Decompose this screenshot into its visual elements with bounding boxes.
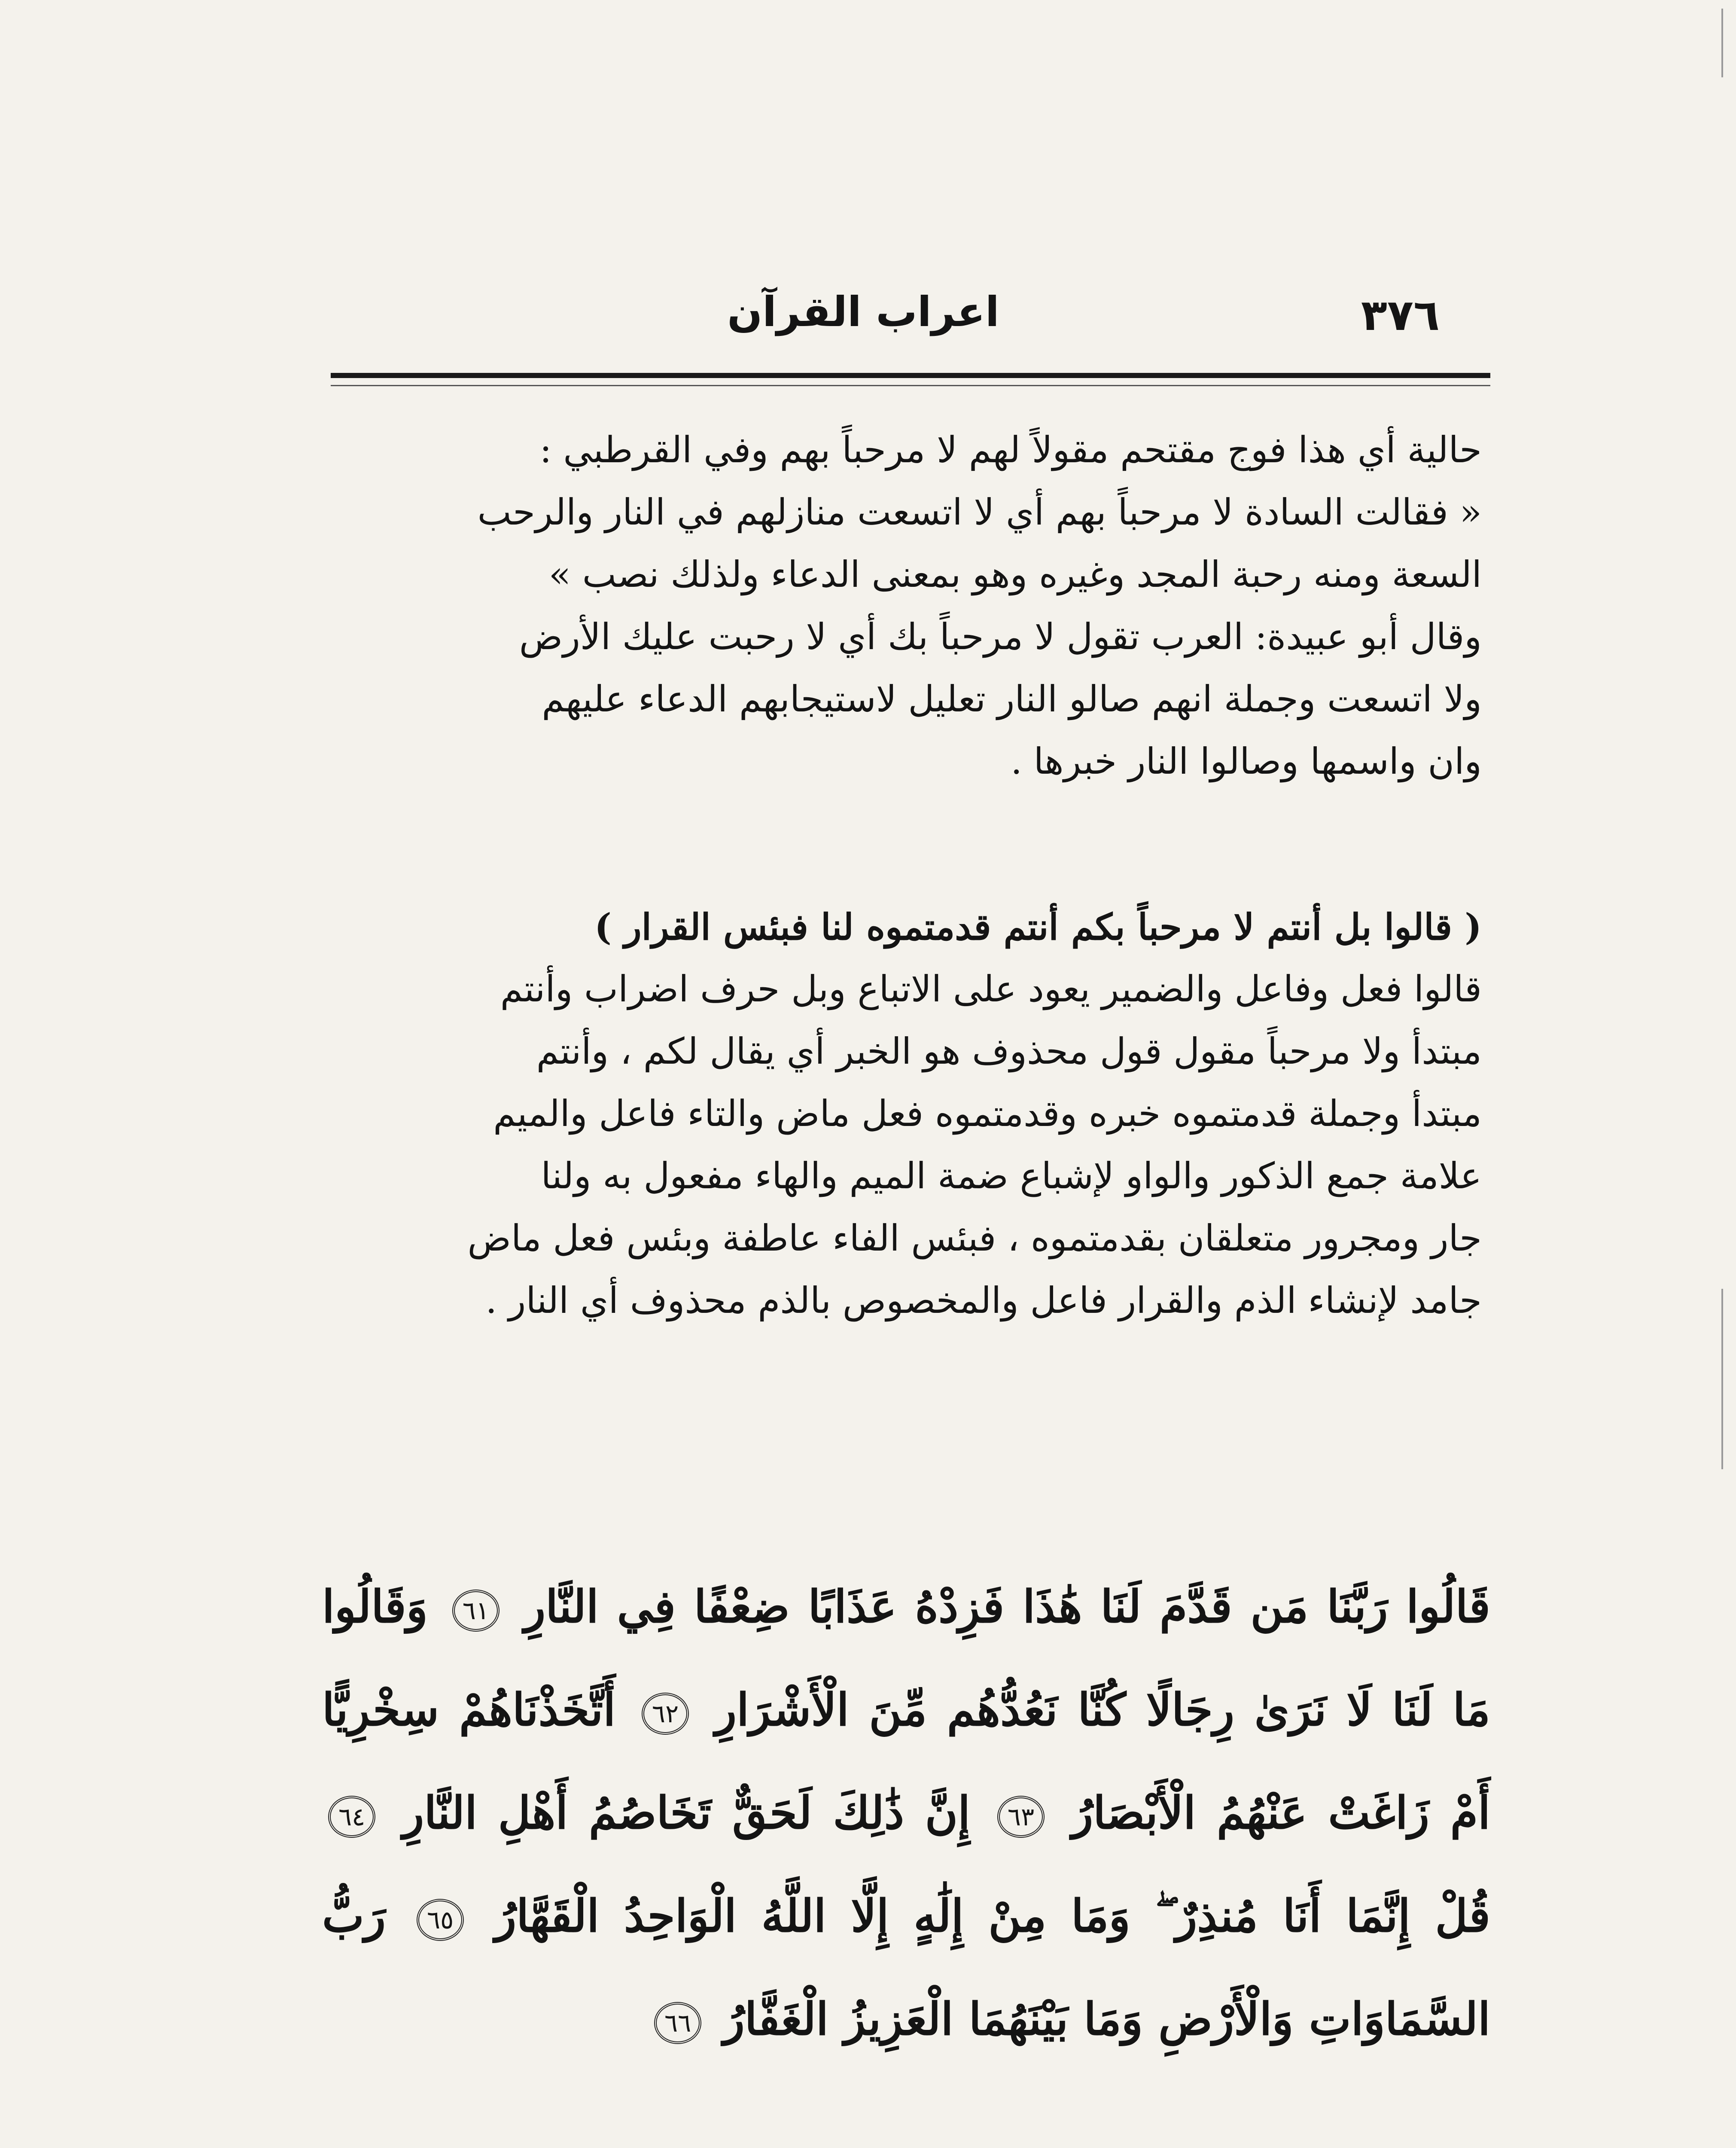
ayah-61: قَالُوا رَبَّنَا مَن قَدَّمَ لَنَا هَٰذَا فَزِدْهُ عَذَابًا ضِعْفًا فِي النَّارِ: [524, 1580, 1490, 1633]
commentary-line: وان واسمها وصالوا النار خبرها .: [1011, 740, 1482, 782]
ayah-65: قُلْ إِنَّمَا أَنَا مُنذِرٌ ۖ وَمَا مِنْ إِلَٰهٍ إِلَّا اللَّهُ الْوَاحِدُ الْقَهَّارُ: [495, 1889, 1490, 1942]
verse-heading: ( قالوا بل أنتم لا مرحباً بكم أنتم قدمتموه لنا فبئس القرار ): [594, 906, 1482, 948]
running-title: اعراب القرآن: [727, 288, 999, 336]
ayah-number-62: ٦٢: [642, 1693, 689, 1735]
ayah-number-63: ٦٣: [997, 1796, 1045, 1838]
ayah-number-66: ٦٦: [654, 2002, 701, 2044]
quran-passage: [322, 1555, 1490, 2071]
commentary-line: السعة ومنه رحبة المجد وغيره وهو بمعنى الدعاء ولذلك نصب »: [548, 553, 1482, 595]
header-rule-thin: [331, 385, 1490, 386]
commentary-block-1: [331, 419, 1482, 793]
ayah-64: إِنَّ ذَٰلِكَ لَحَقٌّ تَخَاصُمُ أَهْلِ النَّارِ: [402, 1786, 971, 1839]
ayah-number-61: ٦١: [452, 1590, 499, 1632]
ayah-63: أَتَّخَذْنَاهُمْ سِخْرِيًّا أَمْ زَاغَتْ عَنْهُمُ الْأَبْصَارُ: [322, 1683, 1491, 1839]
commentary-line: وقال أبو عبيدة: العرب تقول لا مرحباً بك أي لا رحبت عليك الأرض: [519, 616, 1482, 658]
commentary-line: « فقالت السادة لا مرحباً بهم أي لا اتسعت منازلهم في النار والرحب: [477, 491, 1482, 533]
page-number: ٣٧٦: [1361, 290, 1440, 340]
commentary-line: قالوا فعل وفاعل والضمير يعود على الاتباع وبل حرف اضراب وأنتم: [500, 968, 1482, 1010]
commentary-line: ولا اتسعت وجملة انهم صالو النار تعليل لاستيجابهم الدعاء عليهم: [542, 678, 1482, 720]
ayah-62: وَقَالُوا مَا لَنَا لَا نَرَىٰ رِجَالًا كُنَّا نَعُدُّهُم مِّنَ الْأَشْرَارِ: [322, 1580, 1490, 1736]
ayah-number-65: ٦٥: [417, 1899, 464, 1941]
ayah-number-64: ٦٤: [328, 1796, 375, 1838]
scan-edge-mark: [1721, 9, 1723, 77]
commentary-line: حالية أي هذا فوج مقتحم مقولاً لهم لا مرحباً بهم وفي القرطبي :: [539, 429, 1482, 471]
commentary-line: مبتدأ ولا مرحباً مقول قول محذوف هو الخبر أي يقال لكم ، وأنتم: [536, 1030, 1482, 1072]
commentary-line: جار ومجرور متعلقان بقدمتموه ، فبئس الفاء عاطفة وبئس فعل ماض: [467, 1217, 1482, 1259]
commentary-line: جامد لإنشاء الذم والقرار فاعل والمخصوص بالذم محذوف أي النار .: [485, 1279, 1482, 1321]
ayah-66: رَبُّ السَّمَاوَاتِ وَالْأَرْضِ وَمَا بَيْنَهُمَا الْعَزِيزُ الْغَفَّارُ: [322, 1889, 1490, 2045]
commentary-line: علامة جمع الذكور والواو لإشباع ضمة الميم والهاء مفعول به ولنا: [541, 1155, 1482, 1197]
scan-edge-mark: [1721, 1289, 1723, 1469]
commentary-block-2: [331, 896, 1482, 1332]
header-rule: [331, 373, 1490, 378]
quran-text: [322, 1555, 1490, 2071]
commentary-line: مبتدأ وجملة قدمتموه خبره وقدمتموه فعل ماض والتاء فاعل والميم: [493, 1092, 1482, 1135]
